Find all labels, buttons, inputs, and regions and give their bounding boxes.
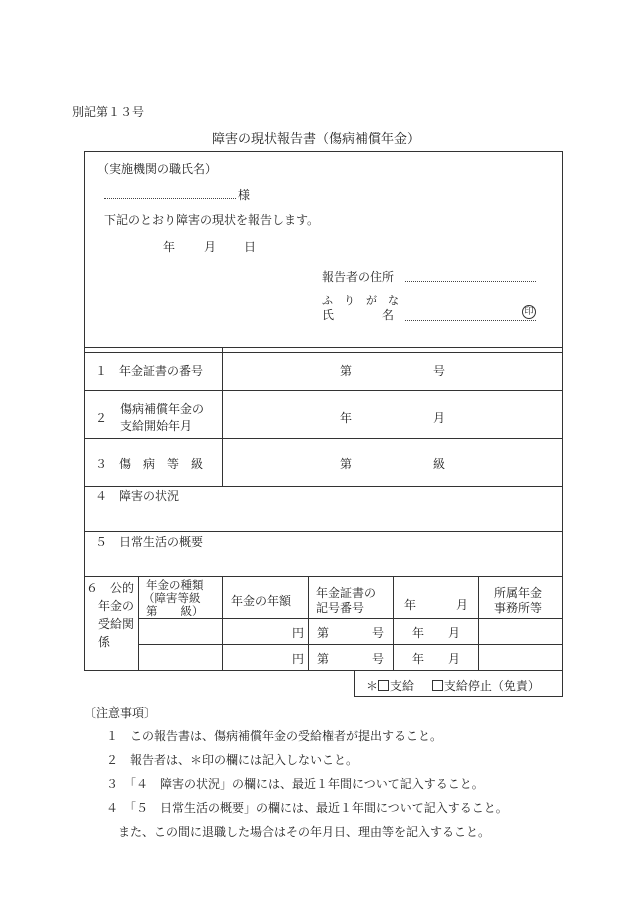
option-suspension-label: 支給停止（免責） — [443, 679, 540, 693]
s6-vline-1 — [138, 576, 139, 671]
form-title: 障害の現状報告書（傷病補償年金） — [212, 132, 421, 147]
note-item-3: ３ 「４ 障害の状況」の欄には、最近１年間について記入すること。 — [106, 777, 484, 791]
form-number: 別記第１３号 — [72, 105, 145, 119]
reporter-address-field[interactable] — [405, 281, 536, 282]
s6-label-line2: 年金の — [98, 599, 135, 613]
label-divider — [222, 347, 223, 486]
row2-num: ２ — [95, 411, 108, 425]
s6-col1-line1: 年金の種類 — [146, 578, 204, 592]
s6-row2-go: 号 — [372, 652, 385, 666]
name-field[interactable] — [405, 320, 536, 321]
row1-label: １ 年金証書の番号 — [95, 364, 204, 378]
name-label: 氏 名 — [322, 308, 395, 322]
row2-month: 月 — [433, 411, 446, 425]
asterisk-mark: ＊ — [366, 679, 379, 693]
s6-col1-line3: 第 級） — [146, 604, 204, 618]
s6-col1-line2: （障害等級 — [143, 591, 201, 605]
s6-col5-line2: 事務所等 — [494, 601, 543, 615]
note-continuation: また、この間に退職した場合はその年月日、理由等を記入すること。 — [118, 825, 491, 839]
s6-col2: 年金の年額 — [231, 594, 292, 608]
s6-row1-go: 号 — [372, 626, 385, 640]
s6-col4-month: 月 — [456, 598, 469, 612]
s6-vline-4 — [393, 576, 394, 671]
s6-vline-3 — [308, 576, 309, 671]
s6-row1-yen: 円 — [292, 626, 305, 640]
agency-label: （実施機関の職氏名） — [97, 162, 218, 176]
row1-go: 号 — [433, 364, 446, 378]
s6-hline-2 — [138, 644, 563, 645]
s6-label-line4: 係 — [98, 635, 111, 649]
row3-kyu: 級 — [433, 457, 446, 471]
s6-label-line1: ６ 公的 — [86, 581, 135, 595]
s6-col4-year: 年 — [404, 598, 417, 612]
s6-row2-yen: 円 — [292, 652, 305, 666]
office-use-row — [366, 677, 540, 694]
row3-dai: 第 — [340, 457, 353, 471]
s6-row1-month: 月 — [448, 626, 461, 640]
seal-mark: 印 — [522, 305, 536, 319]
checkbox-suspension[interactable] — [432, 680, 443, 691]
intro-text: 下記のとおり障害の現状を報告します。 — [104, 213, 320, 227]
date-month-label: 月 — [204, 240, 217, 254]
agency-name-field[interactable] — [104, 198, 236, 199]
checkbox-payment[interactable] — [378, 680, 389, 691]
note-item-4: ４ 「５ 日常生活の概要」の欄には、最近１年間について記入すること。 — [106, 801, 508, 815]
date-day-label: 日 — [244, 240, 257, 254]
row3-label: ３ 傷 病 等 級 — [95, 457, 204, 471]
left-border-r2r3 — [84, 391, 85, 486]
row5-label: ５ 日常生活の概要 — [95, 535, 204, 549]
right-border-r2r3 — [562, 391, 563, 486]
furigana-label: ふ り が な — [322, 294, 399, 307]
sama-label: 様 — [238, 188, 251, 202]
reporter-address-label: 報告者の住所 — [322, 270, 395, 284]
s6-col5-line1: 所属年金 — [494, 586, 543, 600]
row2-label-line2: 支給開始年月 — [120, 419, 193, 433]
s6-row2-year: 年 — [412, 652, 425, 666]
row2-bottom-line — [84, 438, 563, 439]
date-year-label: 年 — [163, 240, 176, 254]
row2-label-line1: 傷病補償年金の — [120, 402, 205, 416]
s6-row2-month: 月 — [448, 652, 461, 666]
s6-vline-5 — [478, 576, 479, 671]
row2-year: 年 — [340, 411, 353, 425]
s6-row2-dai: 第 — [317, 652, 330, 666]
s6-col3-line2: 記号番号 — [316, 601, 365, 615]
note-item-1: １ この報告書は、傷病補償年金の受給権者が提出すること。 — [106, 729, 443, 743]
s6-row1-dai: 第 — [317, 626, 330, 640]
note-item-2: ２ 報告者は、＊印の欄には記入しないこと。 — [106, 753, 359, 767]
s6-vline-2 — [222, 576, 223, 671]
row4-label: ４ 障害の状況 — [95, 489, 180, 503]
row1-dai: 第 — [340, 364, 353, 378]
s6-col3-line1: 年金証書の — [316, 586, 377, 600]
option-payment-label: 支給 — [390, 679, 415, 693]
s6-label-line3: 受給関 — [98, 617, 135, 631]
s6-row1-year: 年 — [412, 626, 425, 640]
notes-heading: 〔注意事項〕 — [84, 706, 157, 720]
